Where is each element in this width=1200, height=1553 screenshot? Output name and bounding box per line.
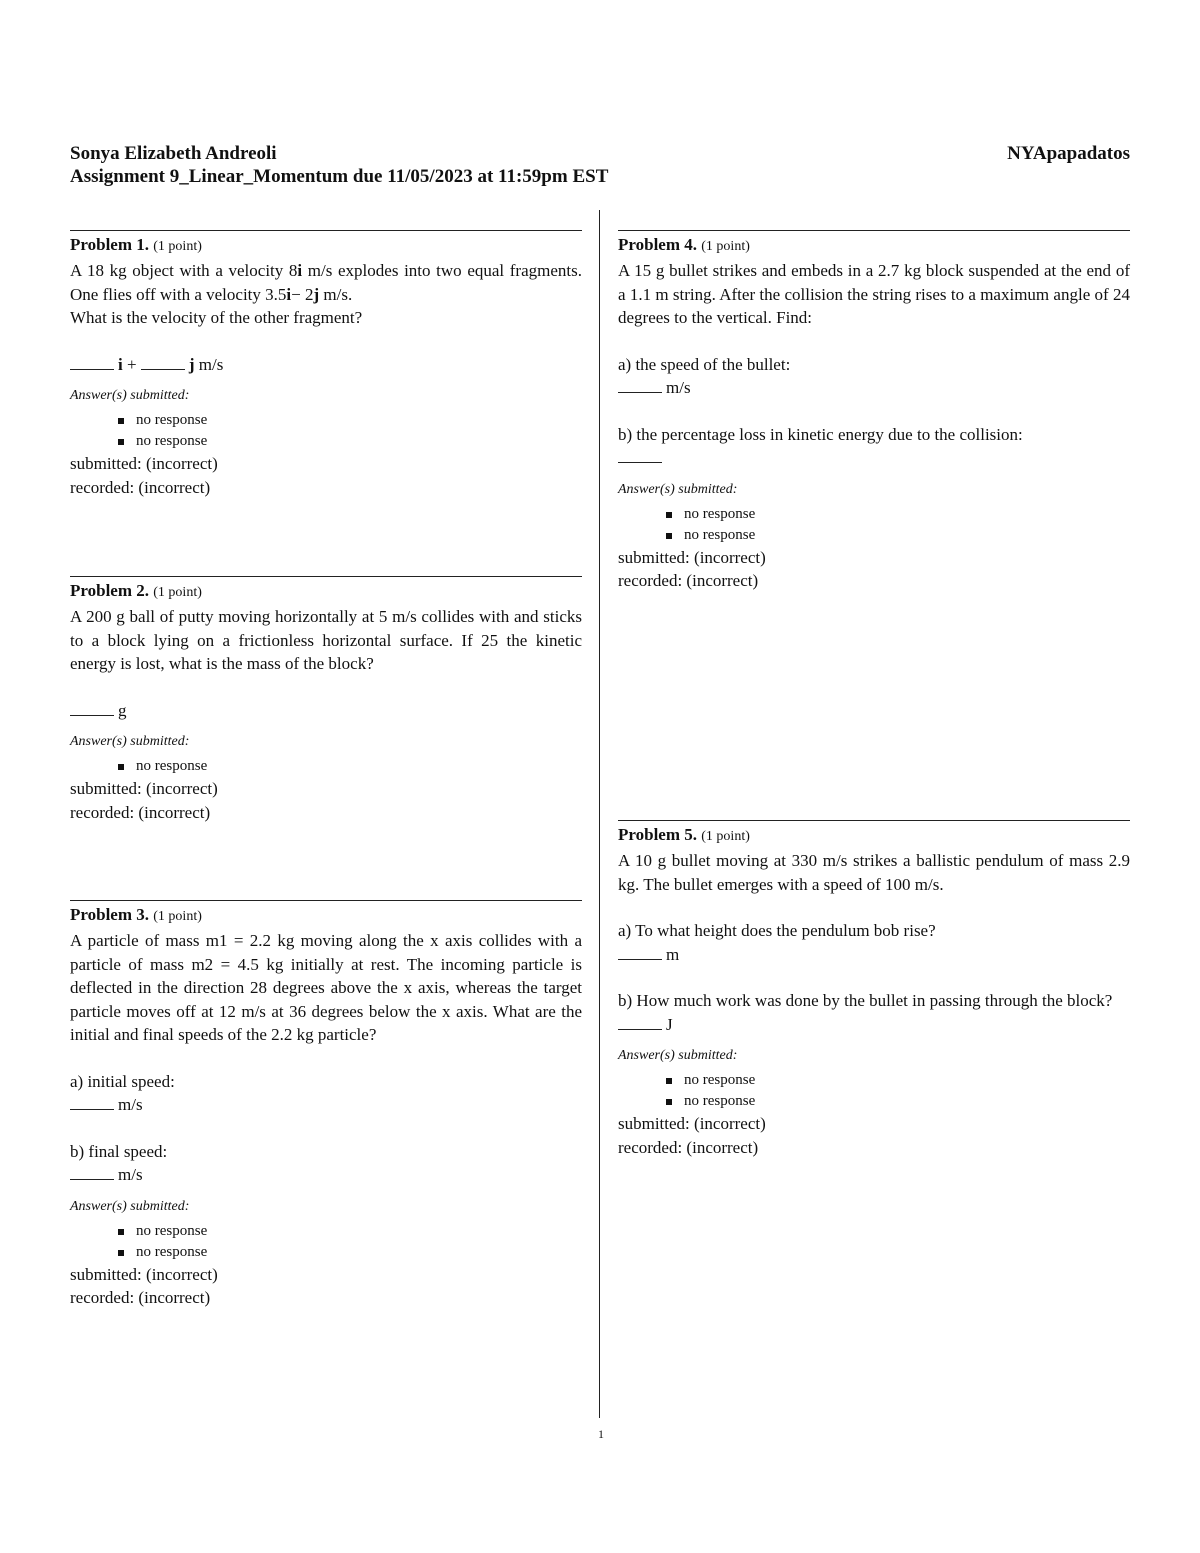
answers-submitted-label: Answer(s) submitted: — [618, 481, 738, 497]
answer-line: g — [70, 699, 582, 723]
part-a-label: a) To what height does the pendulum bob rise? — [618, 921, 936, 940]
submitted-status: submitted: (incorrect) — [70, 1264, 218, 1284]
submitted-status: submitted: (incorrect) — [70, 454, 218, 473]
problem-text: A particle of mass m1 = 2.2 kg moving along the x axis collides with a particle of mass m2 = 4.5 kg initially at rest. The incoming particle is deflected in the direction 28 degrees above the x axis, whereas the target particle moves off at 12 m/s at 36 degrees below the x axis. What are the initial and final speeds of the 2.2 kg particle? — [70, 931, 582, 1044]
problem-points: (1 point) — [701, 239, 750, 254]
recorded-status: recorded: (incorrect) — [618, 1137, 759, 1157]
response-list — [70, 756, 582, 777]
course-name: NYApapadatos — [1007, 143, 1130, 164]
problem-title: Problem 3. — [70, 905, 150, 924]
problem-points: (1 point) — [153, 239, 202, 254]
problem-title: Problem 2. — [70, 581, 150, 600]
problem-4 — [618, 230, 1130, 593]
problem-points: (1 point) — [153, 585, 202, 600]
response-list — [70, 410, 582, 452]
part-b-label: b) How much work was done by the bullet in passing through the block? — [618, 991, 1113, 1010]
list-item: no response — [136, 431, 582, 452]
problem-points: (1 point) — [153, 909, 202, 924]
answer-blank[interactable] — [618, 958, 662, 960]
recorded-status: recorded: (incorrect) — [70, 477, 211, 497]
answer-line: m — [618, 943, 1130, 967]
list-item: no response — [684, 1070, 1130, 1091]
answer-blank-j[interactable] — [141, 368, 185, 370]
part-b-label: b) final speed: — [70, 1141, 168, 1161]
answers-submitted-label: Answer(s) submitted: — [70, 388, 190, 403]
response-list — [618, 1070, 1130, 1112]
part-b-label: b) the percentage loss in kinetic energy due to the collision: — [618, 424, 1023, 444]
part-a-label: a) the speed of the bullet: — [618, 354, 791, 374]
document-header — [70, 142, 1130, 188]
problem-title: Problem 4. — [618, 235, 698, 254]
problem-text: A 200 g ball of putty moving horizontally at 5 m/s collides with and sticks to a block lying on a frictionless horizontal surface. If 25 the kinetic energy is lost, what is the mass of the block? — [70, 607, 582, 673]
problem-text: A 10 g bullet moving at 330 m/s strikes a ballistic pendulum of mass 2.9 kg. The bullet emerges with a speed of 100 m/s. — [618, 851, 1130, 894]
list-item: no response — [684, 525, 1130, 546]
recorded-status: recorded: (incorrect) — [618, 571, 759, 590]
response-list — [70, 1221, 582, 1263]
student-name: Sonya Elizabeth Andreoli — [70, 143, 277, 164]
problem-text: A 15 g bullet strikes and embeds in a 2.7 kg block suspended at the end of a 1.1 m string. After the collision the string rises to a maximum angle of 24 degrees to the vertical. Find: — [618, 261, 1130, 327]
submitted-status: submitted: (incorrect) — [618, 547, 766, 567]
answer-blank[interactable] — [618, 391, 662, 393]
part-a-label: a) initial speed: — [70, 1071, 175, 1091]
answer-blank[interactable] — [618, 1028, 662, 1030]
answer-blank[interactable] — [70, 714, 114, 716]
problem-points: (1 point) — [701, 829, 750, 844]
page-number: 1 — [598, 1427, 604, 1441]
list-item: no response — [136, 756, 582, 777]
column-divider — [599, 210, 600, 1418]
submitted-status: submitted: (incorrect) — [618, 1114, 766, 1133]
problem-question: What is the velocity of the other fragment? — [70, 308, 363, 327]
problem-title: Problem 1. — [70, 235, 150, 254]
problem-5 — [618, 820, 1130, 1159]
answer-blank[interactable] — [618, 461, 662, 463]
answer-blank[interactable] — [70, 1178, 114, 1180]
recorded-status: recorded: (incorrect) — [70, 1288, 211, 1307]
answer-line: i + j m/s — [70, 353, 582, 377]
list-item: no response — [684, 1091, 1130, 1112]
answer-line: m/s — [70, 1163, 582, 1187]
list-item: no response — [684, 504, 1130, 525]
answer-line — [618, 446, 1130, 470]
problem-2 — [70, 576, 582, 824]
submitted-status: submitted: (incorrect) — [70, 779, 218, 798]
problem-3 — [70, 900, 582, 1310]
answers-submitted-label: Answer(s) submitted: — [70, 734, 190, 749]
problem-1 — [70, 230, 582, 499]
answer-line: m/s — [618, 376, 1130, 400]
assignment-title: Assignment 9_Linear_Momentum due 11/05/2023 at 11:59pm EST — [70, 166, 609, 187]
answer-blank-i[interactable] — [70, 368, 114, 370]
response-list — [618, 504, 1130, 546]
answers-submitted-label: Answer(s) submitted: — [70, 1198, 190, 1214]
answers-submitted-label: Answer(s) submitted: — [618, 1048, 738, 1063]
recorded-status: recorded: (incorrect) — [70, 802, 211, 822]
answer-line: J — [618, 1013, 1130, 1037]
problem-title: Problem 5. — [618, 825, 698, 844]
problem-text: A 18 kg object with a velocity 8i m/s explodes into two equal fragments. One flies off with a velocity 3.5i− 2j m/s. — [70, 261, 582, 304]
list-item: no response — [136, 1221, 582, 1242]
answer-line: m/s — [70, 1093, 582, 1117]
answer-blank[interactable] — [70, 1108, 114, 1110]
list-item: no response — [136, 410, 582, 431]
list-item: no response — [136, 1242, 582, 1263]
